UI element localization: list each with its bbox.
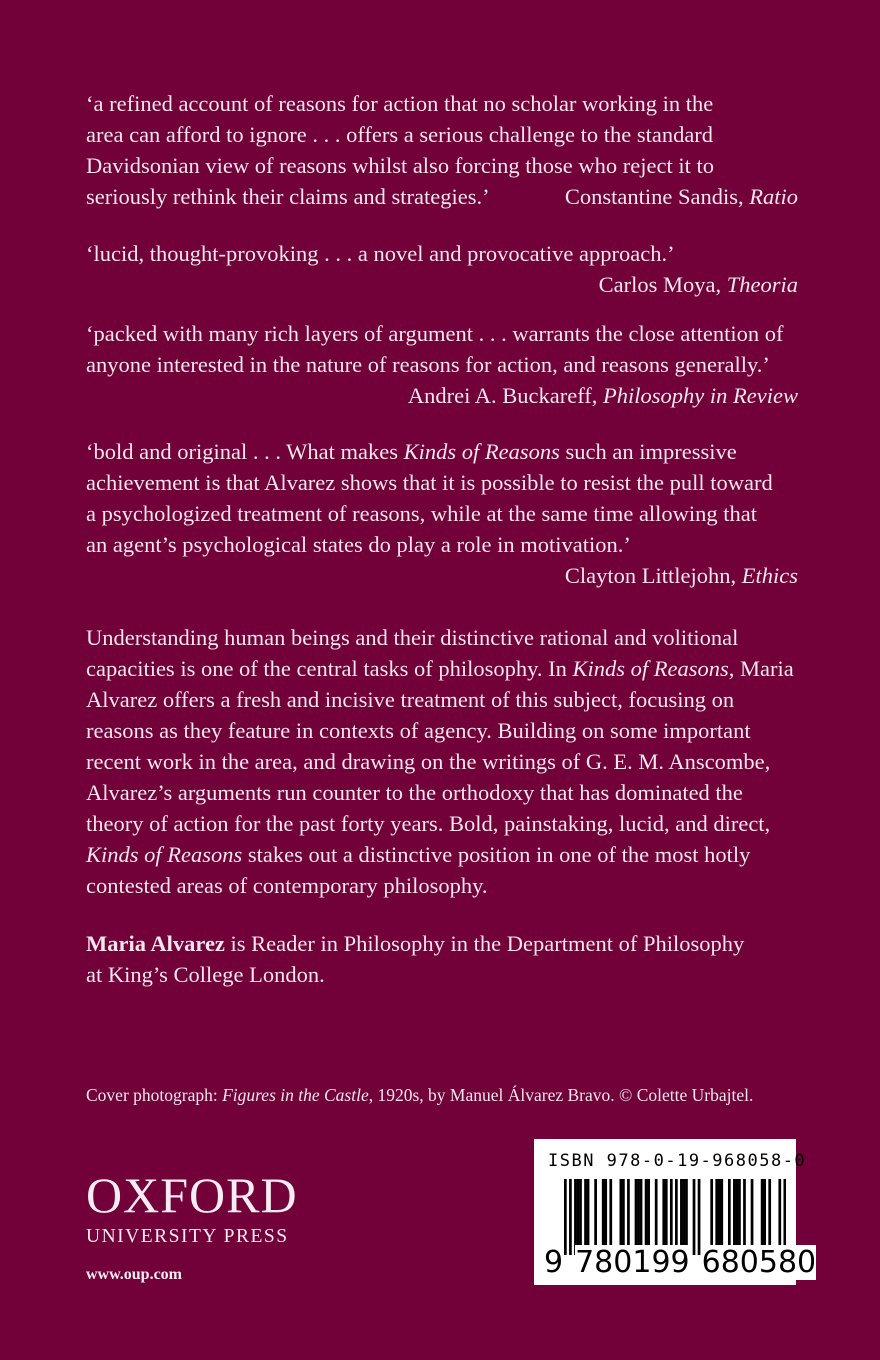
quote-line: ‘packed with many rich layers of argument . . . warrants the close attention of	[86, 321, 784, 346]
barcode-bar	[655, 1179, 658, 1255]
barcode-bar	[640, 1179, 643, 1255]
review-quote-1	[86, 88, 798, 212]
barcode-bar	[733, 1179, 736, 1255]
review-quote-3	[86, 318, 798, 411]
barcode-bar	[710, 1179, 713, 1255]
quote-line: Davidsonian view of reasons whilst also forcing those who reject it to	[86, 153, 714, 178]
review-quote-4	[86, 436, 798, 591]
barcode-digits: 9 780199 680580	[544, 1245, 817, 1280]
review-quote-2	[86, 238, 798, 300]
quote-line: achievement is that Alvarez shows that it is possible to resist the pull toward	[86, 470, 773, 495]
barcode-bar	[637, 1179, 640, 1255]
quote-line: ‘a refined account of reasons for action that no scholar working in the	[86, 91, 714, 116]
book-description: Understanding human beings and their distinctive rational and volitional capacities is one of the central tasks of philosophy. In Kinds of Reasons, Maria Alvarez offers a fresh and incisive treatment of this subject, focusing on reasons as they feature in contexts of agency. Building on some important recent work in the area, and drawing on the writings of G. E. M. Anscombe, Alvarez’s arguments run counter to the orthodoxy that has dominated the theory of action for the past forty years. Bold, painstaking, lucid, and direct, Kinds of Reasons stakes out a distinctive position in one of the most hotly contested areas of contemporary philosophy.	[86, 625, 794, 898]
barcode-bar	[635, 1179, 638, 1255]
barcode-bar	[645, 1179, 648, 1255]
quote-line-last: seriously rethink their claims and strategies.’ Constantine Sandis, Ratio	[86, 181, 798, 212]
barcode-bar	[743, 1179, 746, 1255]
quote-attribution: Clayton Littlejohn, Ethics	[564, 563, 798, 588]
barcode-bar	[763, 1179, 766, 1255]
barcode-bar	[622, 1179, 625, 1255]
quote-line: area can afford to ignore . . . offers a serious challenge to the standard	[86, 122, 714, 147]
quote-attribution: Andrei A. Buckareff, Philosophy in Review	[407, 383, 798, 408]
barcode-bar	[728, 1179, 731, 1255]
barcode-bar	[683, 1179, 686, 1255]
barcode-bar	[662, 1179, 665, 1255]
quote-line: a psychologized treatment of reasons, while at the same time allowing that	[86, 501, 758, 526]
barcode-bar	[627, 1179, 630, 1255]
author-bio: Maria Alvarez is Reader in Philosophy in the Department of Philosophy at King’s College London.	[86, 931, 745, 987]
barcode-bar	[594, 1179, 597, 1255]
quote-source: Ethics	[741, 563, 798, 588]
barcode-bar	[761, 1179, 764, 1255]
quote-line: ‘bold and original . . . What makes Kinds of Reasons such an impressive	[86, 439, 737, 464]
barcode-bar	[783, 1179, 786, 1255]
barcode-bar	[569, 1179, 572, 1255]
quote-source: Ratio	[749, 184, 798, 209]
quote-attribution: Carlos Moya, Theoria	[598, 272, 798, 297]
publisher-subtitle: UNIVERSITY PRESS	[86, 1226, 289, 1247]
barcode-bar	[574, 1179, 577, 1255]
barcode-bar	[680, 1179, 683, 1255]
barcode-bar	[604, 1179, 607, 1255]
barcode-bar	[564, 1179, 567, 1255]
barcode-bar	[751, 1179, 754, 1255]
barcode-bar	[718, 1179, 721, 1255]
publisher-logo	[86, 1167, 326, 1248]
barcode-bar	[698, 1179, 701, 1255]
barcode-bar	[720, 1179, 723, 1255]
barcode-bar	[577, 1179, 580, 1255]
barcode-bar	[609, 1179, 612, 1255]
quote-source: Philosophy in Review	[603, 383, 798, 408]
quote-line: anyone interested in the nature of reasons for action, and reasons generally.’	[86, 352, 770, 377]
barcode-bars	[564, 1179, 786, 1255]
barcode-bar	[738, 1179, 741, 1255]
barcode-bar	[587, 1179, 590, 1255]
barcode-bar	[736, 1179, 739, 1255]
barcode-bar	[715, 1179, 718, 1255]
barcode-bar	[675, 1179, 678, 1255]
barcode-bar	[778, 1179, 781, 1255]
barcode-bar	[647, 1179, 650, 1255]
barcode-bar	[693, 1179, 696, 1255]
author-name: Maria Alvarez	[86, 931, 225, 956]
barcode-bar	[584, 1179, 587, 1255]
barcode-bar	[579, 1179, 582, 1255]
cover-photo-credit: Cover photograph: Figures in the Castle, 1920s, by Manuel Álvarez Bravo. © Colette Urbajtel.	[86, 1085, 754, 1105]
isbn-label: ISBN 978-0-19-968058-0	[548, 1151, 807, 1171]
quote-source: Theoria	[726, 272, 798, 297]
quote-line: ‘lucid, thought-provoking . . . a novel and provocative approach.’	[86, 241, 675, 266]
barcode-bar	[685, 1179, 688, 1255]
isbn-barcode	[534, 1139, 817, 1285]
barcode-bar	[670, 1179, 673, 1255]
barcode-bar	[602, 1179, 605, 1255]
barcode-bar	[665, 1179, 668, 1255]
barcode-bar	[620, 1179, 623, 1255]
quote-line: an agent’s psychological states do play a role in motivation.’	[86, 532, 631, 557]
quote-attribution: Constantine Sandis, Ratio	[564, 184, 798, 209]
publisher-name: OXFORD	[86, 1167, 298, 1223]
publisher-website[interactable]: www.oup.com	[86, 1266, 183, 1283]
barcode-bar	[768, 1179, 771, 1255]
